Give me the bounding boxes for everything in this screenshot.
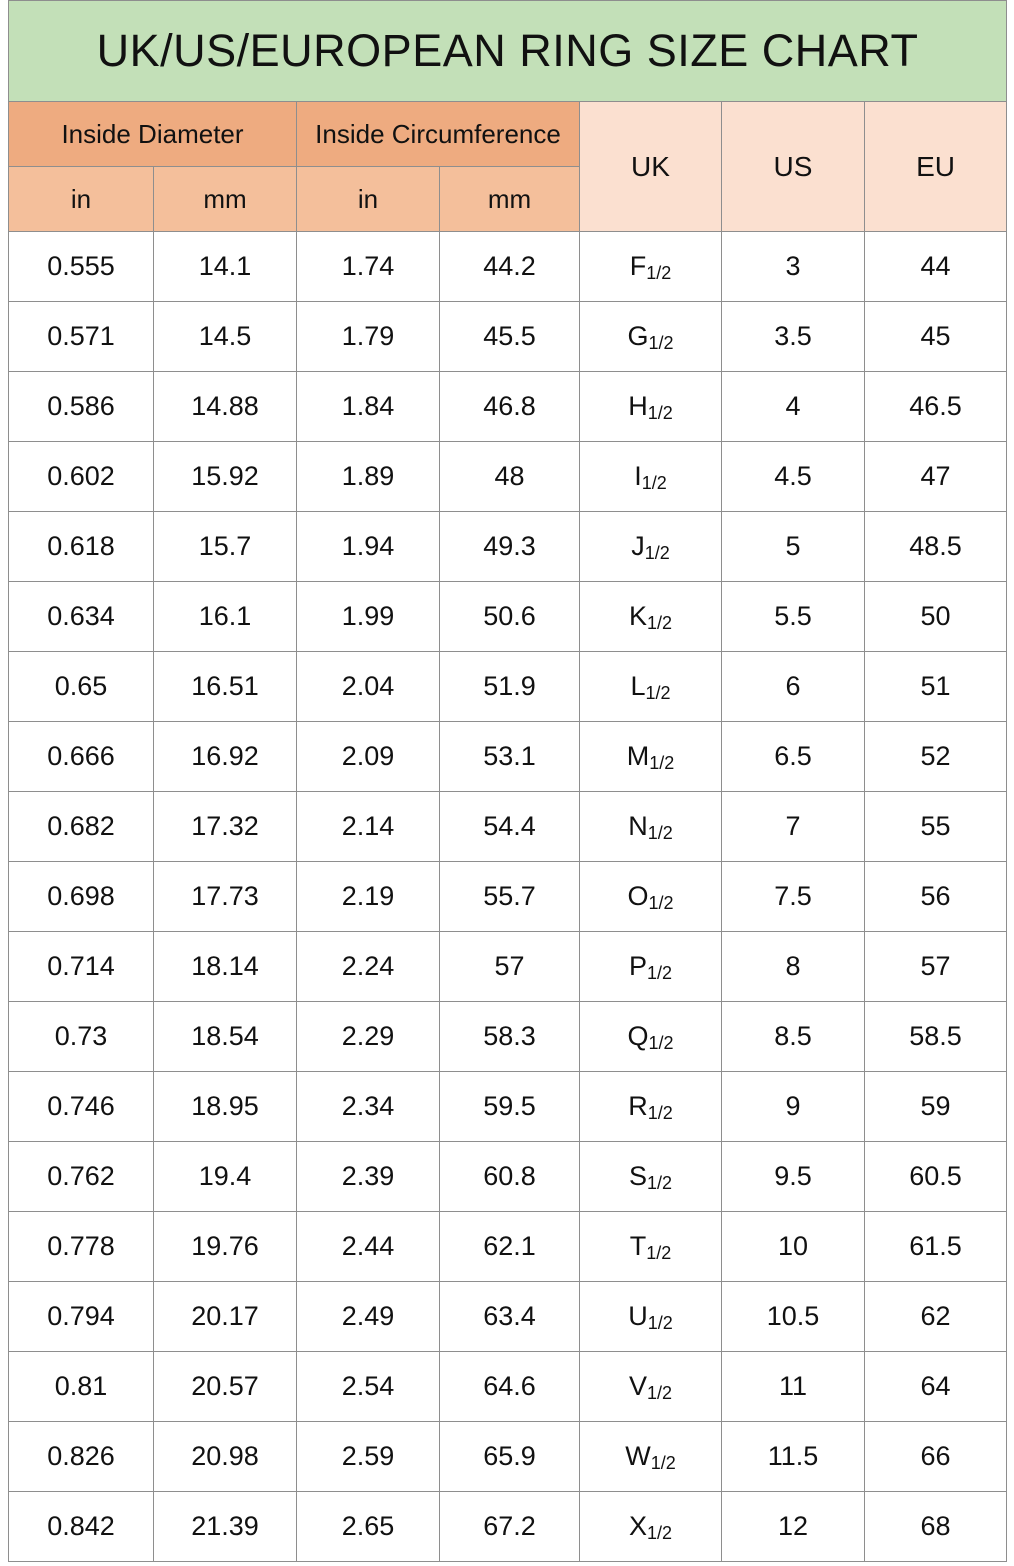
cell-eu-size: 48.5	[865, 512, 1007, 582]
header-us: US	[722, 102, 865, 232]
cell-diameter-in: 0.826	[9, 1422, 154, 1492]
uk-size-letter: G	[627, 321, 649, 351]
cell-circumference-mm: 62.1	[440, 1212, 580, 1282]
cell-us-size: 6	[722, 652, 865, 722]
uk-size-fraction: 1/2	[646, 1173, 673, 1193]
cell-eu-size: 66	[865, 1422, 1007, 1492]
uk-size-letter: T	[629, 1231, 647, 1261]
cell-circumference-mm: 65.9	[440, 1422, 580, 1492]
cell-diameter-mm: 20.17	[154, 1282, 297, 1352]
cell-eu-size: 46.5	[865, 372, 1007, 442]
cell-eu-size: 60.5	[865, 1142, 1007, 1212]
uk-size-letter: O	[627, 881, 649, 911]
uk-size-fraction: 1/2	[644, 543, 670, 563]
table-row	[9, 862, 1007, 932]
uk-size-fraction: 1/2	[647, 403, 673, 423]
cell-us-size: 4	[722, 372, 865, 442]
cell-eu-size: 62	[865, 1282, 1007, 1352]
table-row	[9, 1142, 1007, 1212]
cell-uk-size	[580, 1492, 722, 1562]
cell-us-size: 7	[722, 792, 865, 862]
cell-uk-size	[580, 652, 722, 722]
cell-diameter-in: 0.618	[9, 512, 154, 582]
cell-circumference-mm: 51.9	[440, 652, 580, 722]
cell-diameter-in: 0.682	[9, 792, 154, 862]
cell-circumference-mm: 67.2	[440, 1492, 580, 1562]
cell-circumference-mm: 53.1	[440, 722, 580, 792]
cell-circumference-mm: 54.4	[440, 792, 580, 862]
header-eu: EU	[865, 102, 1007, 232]
cell-uk-size	[580, 372, 722, 442]
table-row	[9, 1072, 1007, 1142]
uk-size-letter: W	[625, 1441, 651, 1471]
uk-size-fraction: 1/2	[646, 1523, 673, 1543]
cell-circumference-in: 2.39	[297, 1142, 440, 1212]
uk-size-fraction: 1/2	[648, 333, 674, 353]
uk-size-letter: X	[628, 1511, 647, 1541]
cell-circumference-mm: 60.8	[440, 1142, 580, 1212]
cell-diameter-mm: 14.1	[154, 232, 297, 302]
header-circumference-mm: mm	[440, 167, 580, 232]
table-row	[9, 1492, 1007, 1562]
cell-diameter-mm: 18.14	[154, 932, 297, 1002]
cell-eu-size: 50	[865, 582, 1007, 652]
cell-circumference-mm: 48	[440, 442, 580, 512]
uk-size-letter: R	[628, 1091, 648, 1121]
cell-circumference-in: 2.19	[297, 862, 440, 932]
table-row	[9, 792, 1007, 862]
cell-uk-size	[580, 1422, 722, 1492]
ring-size-table	[8, 0, 1007, 1562]
page-title: UK/US/EUROPEAN RING SIZE CHART	[9, 1, 1007, 102]
header-diameter-mm: mm	[154, 167, 297, 232]
cell-us-size: 8	[722, 932, 865, 1002]
header-inside-circumference: Inside Circumference	[297, 102, 580, 167]
cell-uk-size	[580, 442, 722, 512]
table-row	[9, 232, 1007, 302]
cell-diameter-in: 0.555	[9, 232, 154, 302]
cell-eu-size: 45	[865, 302, 1007, 372]
uk-size-fraction: 1/2	[646, 1243, 672, 1263]
cell-circumference-mm: 49.3	[440, 512, 580, 582]
cell-diameter-in: 0.666	[9, 722, 154, 792]
table-row	[9, 512, 1007, 582]
cell-us-size: 11	[722, 1352, 865, 1422]
uk-size-fraction: 1/2	[645, 683, 671, 703]
cell-diameter-mm: 17.32	[154, 792, 297, 862]
cell-uk-size	[580, 722, 722, 792]
cell-us-size: 12	[722, 1492, 865, 1562]
table-row	[9, 652, 1007, 722]
header-circumference-in: in	[297, 167, 440, 232]
cell-eu-size: 57	[865, 932, 1007, 1002]
cell-diameter-in: 0.746	[9, 1072, 154, 1142]
cell-circumference-in: 2.24	[297, 932, 440, 1002]
cell-uk-size	[580, 1142, 722, 1212]
cell-circumference-in: 2.14	[297, 792, 440, 862]
table-header	[9, 1, 1007, 232]
cell-diameter-in: 0.778	[9, 1212, 154, 1282]
cell-diameter-in: 0.81	[9, 1352, 154, 1422]
cell-us-size: 11.5	[722, 1422, 865, 1492]
cell-uk-size	[580, 582, 722, 652]
uk-size-fraction: 1/2	[648, 1033, 674, 1053]
table-row	[9, 1422, 1007, 1492]
cell-uk-size	[580, 1282, 722, 1352]
table-row	[9, 1352, 1007, 1422]
uk-size-letter: Q	[627, 1021, 649, 1051]
cell-uk-size	[580, 232, 722, 302]
uk-size-fraction: 1/2	[647, 1313, 673, 1333]
uk-size-fraction: 1/2	[646, 963, 673, 983]
cell-us-size: 7.5	[722, 862, 865, 932]
uk-size-letter: U	[628, 1301, 648, 1331]
cell-eu-size: 64	[865, 1352, 1007, 1422]
title-row	[9, 1, 1007, 102]
cell-uk-size	[580, 302, 722, 372]
cell-uk-size	[580, 862, 722, 932]
cell-diameter-mm: 14.88	[154, 372, 297, 442]
uk-size-fraction: 1/2	[647, 1103, 673, 1123]
table-row	[9, 582, 1007, 652]
uk-size-letter: K	[628, 601, 647, 631]
uk-size-letter: P	[628, 951, 647, 981]
uk-size-letter: I	[634, 461, 642, 491]
cell-diameter-mm: 16.51	[154, 652, 297, 722]
cell-diameter-mm: 18.54	[154, 1002, 297, 1072]
cell-eu-size: 59	[865, 1072, 1007, 1142]
cell-diameter-mm: 16.92	[154, 722, 297, 792]
cell-us-size: 9.5	[722, 1142, 865, 1212]
cell-circumference-mm: 46.8	[440, 372, 580, 442]
cell-circumference-mm: 59.5	[440, 1072, 580, 1142]
cell-circumference-in: 2.44	[297, 1212, 440, 1282]
cell-circumference-mm: 44.2	[440, 232, 580, 302]
uk-size-fraction: 1/2	[641, 473, 667, 493]
table-row	[9, 442, 1007, 512]
cell-diameter-mm: 15.92	[154, 442, 297, 512]
cell-diameter-in: 0.571	[9, 302, 154, 372]
cell-eu-size: 51	[865, 652, 1007, 722]
cell-uk-size	[580, 1072, 722, 1142]
cell-circumference-in: 1.94	[297, 512, 440, 582]
cell-us-size: 9	[722, 1072, 865, 1142]
cell-diameter-mm: 20.57	[154, 1352, 297, 1422]
cell-circumference-in: 1.99	[297, 582, 440, 652]
uk-size-letter: M	[626, 741, 650, 771]
cell-circumference-in: 1.84	[297, 372, 440, 442]
cell-diameter-mm: 21.39	[154, 1492, 297, 1562]
cell-diameter-mm: 19.76	[154, 1212, 297, 1282]
cell-circumference-mm: 45.5	[440, 302, 580, 372]
cell-diameter-mm: 17.73	[154, 862, 297, 932]
uk-size-letter: F	[629, 251, 647, 281]
uk-size-fraction: 1/2	[649, 753, 675, 773]
cell-uk-size	[580, 932, 722, 1002]
cell-diameter-in: 0.762	[9, 1142, 154, 1212]
table-row	[9, 372, 1007, 442]
cell-circumference-mm: 63.4	[440, 1282, 580, 1352]
cell-diameter-in: 0.794	[9, 1282, 154, 1352]
uk-size-letter: V	[628, 1371, 647, 1401]
cell-us-size: 10	[722, 1212, 865, 1282]
cell-diameter-mm: 18.95	[154, 1072, 297, 1142]
cell-diameter-mm: 16.1	[154, 582, 297, 652]
cell-uk-size	[580, 1002, 722, 1072]
cell-eu-size: 44	[865, 232, 1007, 302]
cell-diameter-in: 0.698	[9, 862, 154, 932]
cell-diameter-in: 0.714	[9, 932, 154, 1002]
table-row	[9, 722, 1007, 792]
uk-size-letter: H	[628, 391, 648, 421]
cell-uk-size	[580, 792, 722, 862]
cell-circumference-in: 2.34	[297, 1072, 440, 1142]
uk-size-fraction: 1/2	[650, 1453, 676, 1473]
uk-size-fraction: 1/2	[647, 823, 673, 843]
cell-diameter-mm: 15.7	[154, 512, 297, 582]
uk-size-fraction: 1/2	[646, 263, 672, 283]
header-diameter-in: in	[9, 167, 154, 232]
cell-circumference-mm: 58.3	[440, 1002, 580, 1072]
cell-eu-size: 56	[865, 862, 1007, 932]
cell-circumference-mm: 57	[440, 932, 580, 1002]
cell-diameter-mm: 20.98	[154, 1422, 297, 1492]
cell-us-size: 8.5	[722, 1002, 865, 1072]
cell-diameter-mm: 19.4	[154, 1142, 297, 1212]
table-row	[9, 1212, 1007, 1282]
cell-us-size: 3.5	[722, 302, 865, 372]
cell-circumference-in: 2.04	[297, 652, 440, 722]
cell-diameter-mm: 14.5	[154, 302, 297, 372]
cell-circumference-in: 2.54	[297, 1352, 440, 1422]
cell-circumference-mm: 64.6	[440, 1352, 580, 1422]
header-inside-diameter: Inside Diameter	[9, 102, 297, 167]
cell-us-size: 5.5	[722, 582, 865, 652]
cell-us-size: 6.5	[722, 722, 865, 792]
cell-us-size: 10.5	[722, 1282, 865, 1352]
cell-eu-size: 58.5	[865, 1002, 1007, 1072]
cell-us-size: 3	[722, 232, 865, 302]
cell-diameter-in: 0.602	[9, 442, 154, 512]
cell-diameter-in: 0.586	[9, 372, 154, 442]
cell-circumference-in: 2.09	[297, 722, 440, 792]
table-row	[9, 1002, 1007, 1072]
cell-uk-size	[580, 1212, 722, 1282]
group-header-row	[9, 102, 1007, 167]
table-body	[9, 232, 1007, 1562]
uk-size-fraction: 1/2	[646, 1383, 673, 1403]
cell-eu-size: 55	[865, 792, 1007, 862]
cell-circumference-in: 2.49	[297, 1282, 440, 1352]
uk-size-letter: L	[630, 671, 646, 701]
cell-circumference-in: 1.89	[297, 442, 440, 512]
uk-size-letter: J	[631, 531, 645, 561]
cell-circumference-in: 1.79	[297, 302, 440, 372]
cell-circumference-in: 1.74	[297, 232, 440, 302]
cell-diameter-in: 0.73	[9, 1002, 154, 1072]
cell-diameter-in: 0.842	[9, 1492, 154, 1562]
table-row	[9, 932, 1007, 1002]
cell-eu-size: 61.5	[865, 1212, 1007, 1282]
cell-eu-size: 47	[865, 442, 1007, 512]
uk-size-fraction: 1/2	[648, 893, 674, 913]
cell-circumference-in: 2.59	[297, 1422, 440, 1492]
cell-circumference-mm: 50.6	[440, 582, 580, 652]
cell-circumference-mm: 55.7	[440, 862, 580, 932]
uk-size-letter: N	[628, 811, 648, 841]
header-uk: UK	[580, 102, 722, 232]
cell-diameter-in: 0.65	[9, 652, 154, 722]
table-row	[9, 1282, 1007, 1352]
cell-diameter-in: 0.634	[9, 582, 154, 652]
cell-us-size: 5	[722, 512, 865, 582]
cell-circumference-in: 2.29	[297, 1002, 440, 1072]
cell-circumference-in: 2.65	[297, 1492, 440, 1562]
uk-size-letter: S	[628, 1161, 647, 1191]
cell-eu-size: 68	[865, 1492, 1007, 1562]
cell-uk-size	[580, 512, 722, 582]
table-row	[9, 302, 1007, 372]
uk-size-fraction: 1/2	[646, 613, 673, 633]
cell-eu-size: 52	[865, 722, 1007, 792]
cell-us-size: 4.5	[722, 442, 865, 512]
cell-uk-size	[580, 1352, 722, 1422]
